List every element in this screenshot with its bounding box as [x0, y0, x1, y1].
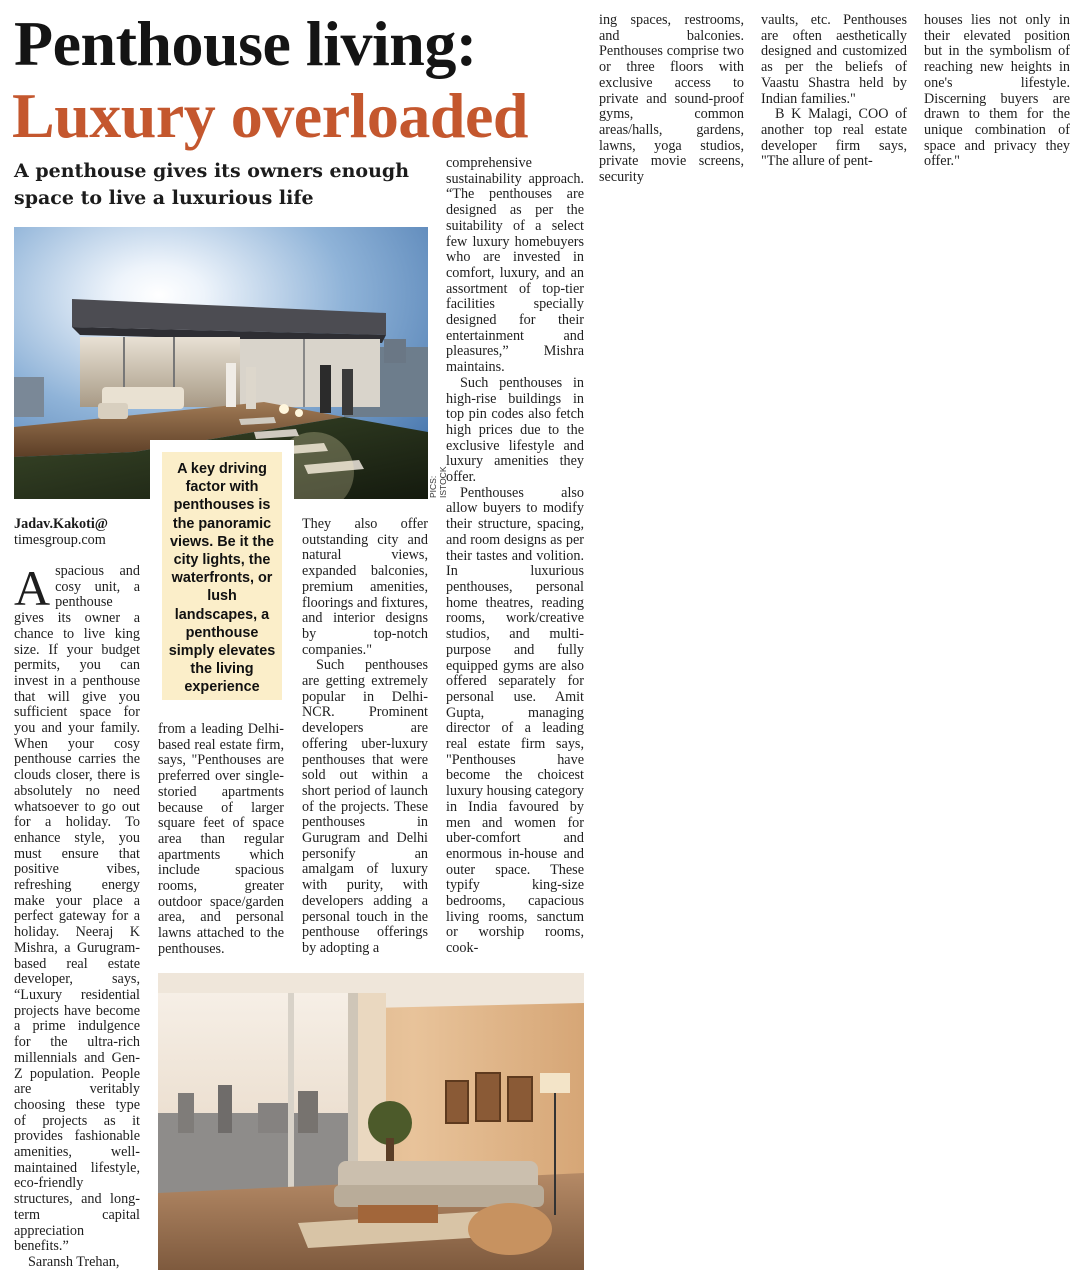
living-room-photo [158, 973, 584, 1270]
body-column-1 [14, 560, 140, 1271]
col3-paragraph-2: Such penthouses are getting extremely popular in Delhi-NCR. Prominent developers are offering uber-luxury penthouses that were sold out within a short period of launch of the projects. These penthouses in Gurugram and Delhi personify an amalgam of luxury with purity, with developers adding a personal touch in the penthouse offerings by adopting a [302, 657, 428, 956]
body-column-6 [761, 13, 907, 170]
col6-paragraph-2: B K Malagi, COO of another top real estate developer firm says, "The allure of pent- [761, 106, 907, 170]
body-column-7 [924, 13, 1070, 170]
body-column-2 [158, 722, 284, 958]
pull-quote-text: A key driving factor with penthouses is the panoramic views. Be it the city lights, the waterfronts, or lush landscapes, a penthouse simply elevates the living experience [162, 452, 282, 700]
col4-paragraph-3: Penthouses also allow buyers to modify their structure, spacing, and room designs as per their tastes and volition. In luxurious penthouses, personal home theatres, reading rooms, work/creative studios, and multi-purpose and fully equipped gyms are also offered separately for personal use. Amit Gupta, managing director of a leading real estate firm says, "Penthouses have become the choicest luxury housing category in India favoured by men and women for uber-comfort and enormous in-house and outer space. These typify king-size bedrooms, capacious living rooms, sanctum or worship rooms, cook- [446, 484, 584, 957]
col4-paragraph-2: Such penthouses in high-rise buildings in top pin codes also fetch high prices due to the exclusive lifestyle and luxury amenities they offer. [446, 374, 584, 486]
headline-line-1: Penthouse living: [14, 8, 477, 79]
col6-paragraph-1: vaults, etc. Penthouses are often aesthetically designed and customized as per the beliefs of Vaastu Shastra held by Indian families." [761, 12, 907, 107]
col5-text: ing spaces, restrooms, and balconies. Penthouses comprise two or three floors with exclusive access to private and sound-proof gyms, common areas/halls, gardens, lawns, yoga studios, private movie screens, security [599, 12, 744, 186]
col2-text: from a leading Delhi-based real estate firm, says, "Penthouses are preferred over single-storied apartments because of larger square feet of space area than regular apartments which include spacious rooms, greater outdoor space/garden area, and personal lawns attached to the penthouses. [158, 721, 284, 957]
body-column-4 [446, 156, 584, 957]
body-column-3 [302, 517, 428, 957]
drop-cap: A [14, 560, 51, 616]
byline-handle: Jadav.Kakoti@ [14, 516, 109, 532]
byline [14, 516, 140, 548]
pull-quote [150, 440, 294, 712]
deck-subheadline: A penthouse gives its owners enough space to live a luxurious life [14, 160, 410, 209]
col4-paragraph-1: comprehensive sustainability approach. “The penthouses are designed as per the suitability of a select few luxury homebuyers who are invested in comfort, luxury, and an assortment of top-tier facilities specially designed for their entertainment and pleasures,” Mishra maintains. [446, 155, 584, 376]
body-column-5 [599, 13, 744, 186]
photo-credit: PICS: ISTOCK [428, 466, 448, 498]
headline-line-2: Luxury overloaded [12, 80, 528, 151]
col7-text: houses lies not only in their elevated position but in the symbolism of reaching new heights in one's lifestyle. Discerning buyers are drawn to them for the unique combination of space and privacy they offer." [924, 12, 1070, 170]
byline-domain: timesgroup.com [14, 532, 106, 548]
col1-text: spacious and cosy unit, a penthouse gives its owner a chance to live king size. If your budget permits, you can invest in a penthouse that will give you sufficient space for you and your family. When your cosy penthouse carries the clouds closer, there is absolutely no need whatsoever to go out for a holiday. To enhance style, you must ensure that positive vibes, refreshing energy make your place a perfect gateway for a holiday. Neeraj K Mishra, a Gurugram-based real estate developer, says, “Luxury residential projects have become a prime indulgence for the ultra-rich millennials and Gen-Z population. People are veritably choosing these type of projects as it provides fashionable amenities, well-maintained lifestyle, eco-friendly structures, and long-term capital appreciation benefits.” [14, 563, 140, 1255]
col1-last-line: Saransh Trehan, [28, 1253, 120, 1270]
col3-paragraph-1: They also offer outstanding city and natural views, expanded balconies, premium amenities, floorings and fixtures, and interior designs by top-notch companies." [302, 516, 428, 658]
